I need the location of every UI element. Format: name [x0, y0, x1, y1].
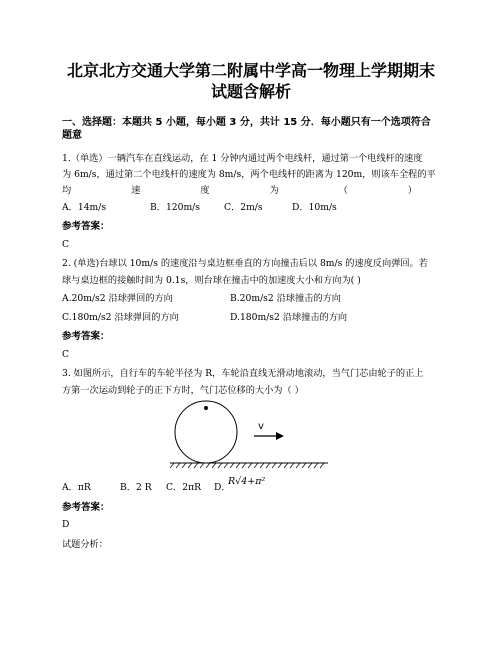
- q1-line2: 为 6m/s，通过第二个电线杆的速度为 8m/s，两个电线杆的距离为 120m，则该车全程的平: [62, 169, 436, 180]
- q2-option-c: C.180m/s2 沿球弹回的方向: [62, 312, 179, 323]
- q3-option-d-formula: R√4+π²: [228, 476, 266, 487]
- q3-line1: 3. 如图所示，自行车的车轮半径为 R，车轮沿直线无滑动地滚动，当气门芯由轮子的正上: [62, 368, 424, 379]
- q1-answer: C: [62, 239, 70, 250]
- valve-dot: [204, 406, 208, 410]
- doc-title-line2: 试题含解析: [210, 82, 291, 101]
- q2-option-b: B.20m/s2 沿球撞击的方向: [230, 293, 341, 304]
- q3-analysis: 试题分析：: [62, 539, 108, 550]
- q3-option-d: D．: [214, 482, 231, 493]
- q1-option-c: C．2m/s: [224, 202, 263, 213]
- q2-line1: 2. (单选)台球以 10m/s 的速度沿与桌边框垂直的方向撞击后以 8m/s 的速度反向弹回。若: [62, 258, 428, 269]
- q1-word: 速: [131, 185, 141, 196]
- q1-option-b: B．120m/s: [150, 202, 200, 213]
- q1-word: ）: [407, 185, 417, 196]
- wheel-circle: [175, 401, 237, 463]
- q3-option-c: C．2πR: [166, 482, 202, 493]
- q1-word: 度: [200, 185, 210, 196]
- q1-line3: [62, 182, 417, 196]
- section-heading-cont: 题意: [62, 130, 82, 141]
- q1-word: 为: [269, 185, 279, 196]
- q3-option-b: B．2 R: [120, 482, 152, 493]
- q1-option-d: D．10m/s: [292, 202, 337, 213]
- q2-answer: C: [62, 349, 70, 360]
- doc-title-line1: 北京北方交通大学第二附属中学高一物理上学期期末: [66, 61, 435, 80]
- wheel-figure: [170, 400, 330, 470]
- q2-option-d: D.180m/s2 沿球撞击的方向: [230, 312, 348, 323]
- q2-line2: 球与桌边框的接触时间为 0.1s，则台球在撞击中的加速度大小和方向为( ): [62, 275, 361, 286]
- q3-answer: D: [62, 519, 70, 530]
- q1-word: （: [338, 185, 348, 196]
- section-heading: 一、选择题：本题共 5 小题，每小题 3 分，共计 15 分．每小题只有一个选项符合: [62, 117, 431, 128]
- q3-answer-label: 参考答案：: [62, 502, 110, 513]
- velocity-label: v: [258, 421, 264, 432]
- velocity-arrow-head: [276, 432, 284, 440]
- q3-option-a: A．πR: [62, 482, 91, 493]
- q3-line2: 方第一次运动到轮子的正下方时，气门芯位移的大小为（ ）: [62, 385, 304, 396]
- q2-option-a: A.20m/s2 沿球弹回的方向: [62, 293, 173, 304]
- q2-answer-label: 参考答案：: [62, 331, 110, 342]
- q1-line1: 1.（单选）一辆汽车在直线运动，在 1 分钟内通过两个电线杆，通过第一个电线杆的速度: [62, 153, 423, 164]
- q1-option-a: A．14m/s: [62, 202, 107, 213]
- q1-word: 均: [62, 185, 72, 196]
- ground-hatch: [170, 463, 324, 468]
- q1-answer-label: 参考答案：: [62, 221, 110, 232]
